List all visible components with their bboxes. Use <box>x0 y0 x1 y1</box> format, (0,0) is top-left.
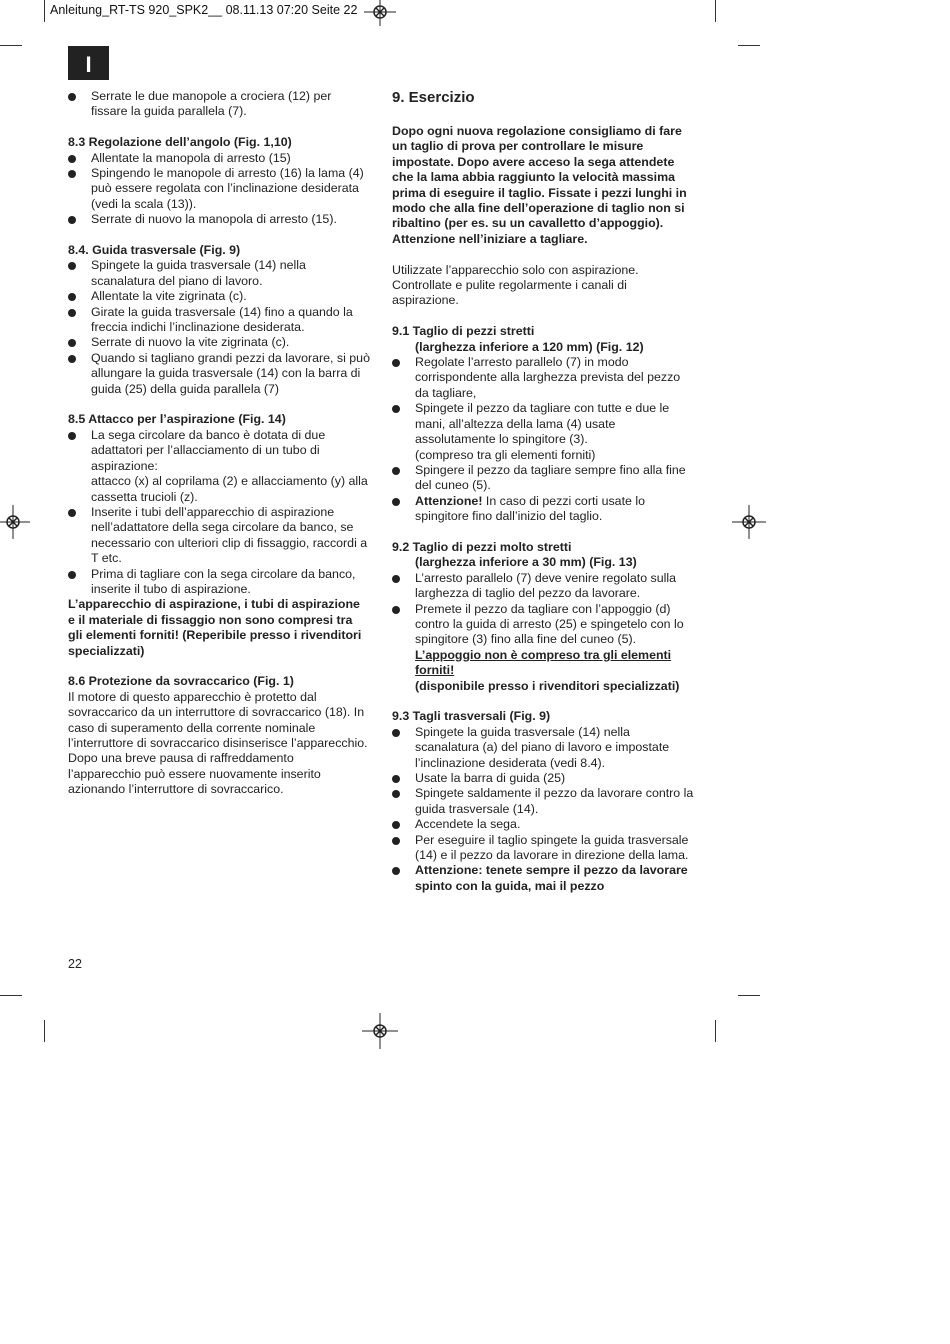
right-column <box>392 89 696 894</box>
section-heading: 8.4. Guida trasversale (Fig. 9) <box>68 243 241 258</box>
page-number: 22 <box>68 957 82 971</box>
chapter-title: 9. Esercizio <box>392 89 475 106</box>
crop-mark <box>715 0 716 22</box>
section-heading: 8.5 Attacco per l’aspirazione (Fig. 14) <box>68 412 286 427</box>
bullet-icon <box>68 309 76 317</box>
list-item: Inserite i tubi dell’apparecchio di aspirazione nell’adattatore della sega circolare da banco, se necessario con ulteriori clip di fissaggio, raccordi a T etc. <box>68 505 370 567</box>
registration-mark-icon <box>732 505 766 539</box>
bullet-icon <box>392 498 400 506</box>
section-heading: 9.1 Taglio di pezzi stretti <box>392 324 535 339</box>
list-item: Quando si tagliano grandi pezzi da lavorare, si può allungare la guida trasversale (14) con la barra di guida (25) della guida parallela (7) <box>68 351 370 397</box>
list-item: Premete il pezzo da tagliare con l’appoggio (d) contro la guida di arresto (25) e spingetelo con lo spingitore (3) fino alla fine del cuneo (5). <box>392 602 696 648</box>
bullet-icon <box>68 571 76 579</box>
bullet-icon <box>392 790 400 798</box>
list-item: Regolate l’arresto parallelo (7) in modo corrispondente alla larghezza prevista del pezzo da tagliare, <box>392 355 696 401</box>
section-heading: 9.2 Taglio di pezzi molto stretti <box>392 539 572 554</box>
bold-intro: Dopo ogni nuova regolazione consigliamo di fare un taglio di prova per controllare le misure impostate. Dopo avere acceso la sega attendete che la lama abbia raggiunto la velocità massima prima di eseguire il taglio. Fissate i pezzi lunghi in modo che alla fine dell’operazione di taglio non si ribaltino (per es. su un cavalletto d’appoggio). Attenzione nell’iniziare a tagliare. <box>392 124 687 246</box>
crop-mark <box>44 1020 45 1042</box>
print-header: Anleitung_RT-TS 920_SPK2__ 08.11.13 07:20 Seite 22 <box>50 3 358 17</box>
list-item: Spingete saldamente il pezzo da lavorare contro la guida trasversale (14). <box>392 786 696 817</box>
list-item: Allentate la vite zigrinata (c). <box>68 289 370 304</box>
list-item: Attenzione: tenete sempre il pezzo da lavorare spinto con la guida, mai il pezzo <box>392 863 696 894</box>
bullet-icon <box>68 339 76 347</box>
bullet-icon <box>392 359 400 367</box>
bullet-icon <box>68 293 76 301</box>
list-item: Usate la barra di guida (25) <box>392 771 696 786</box>
language-tab-label: I <box>85 52 92 77</box>
bullet-icon <box>392 729 400 737</box>
registration-mark-icon <box>362 1013 398 1049</box>
section-heading: 8.6 Protezione da sovraccarico (Fig. 1) <box>68 674 294 689</box>
underlined-note: L’appoggio non è compreso tra gli elementi forniti! <box>415 647 672 678</box>
list-item: L’arresto parallelo (7) deve venire regolato sulla larghezza di taglio del pezzo da lavorare. <box>392 571 696 602</box>
bullet-icon <box>392 837 400 845</box>
left-column <box>68 89 370 798</box>
list-item: Girate la guida trasversale (14) fino a quando la freccia indichi l’inclinazione desiderata. <box>68 305 370 336</box>
section-subheading: (larghezza inferiore a 30 mm) (Fig. 13) <box>415 555 637 570</box>
crop-mark <box>0 995 22 996</box>
bullet-icon <box>392 467 400 475</box>
list-item: Allentate la manopola di arresto (15) <box>68 151 370 166</box>
language-tab <box>68 46 109 80</box>
list-item: Spingete il pezzo da tagliare con tutte e due le mani, all’altezza della lama (4) usate assolutamente lo spingitore (3). <box>392 401 696 447</box>
bullet-icon <box>392 575 400 583</box>
list-item-continuation: (compreso tra gli elementi forniti) <box>415 447 596 462</box>
list-item: Spingete la guida trasversale (14) nella scanalatura (a) del piano di lavoro e impostate l’inclinazione desiderata (vedi 8.4). <box>392 725 696 771</box>
bullet-icon <box>392 405 400 413</box>
section-heading: 8.3 Regolazione dell’angolo (Fig. 1,10) <box>68 135 292 150</box>
list-item: Attenzione! In caso di pezzi corti usate lo spingitore fino dall’inizio del taglio. <box>392 494 696 525</box>
list-item: Spingendo le manopole di arresto (16) la lama (4) può essere regolata con l’inclinazione desiderata (vedi la scala (13)). <box>68 166 370 212</box>
bullet-icon <box>68 93 76 101</box>
list-item: Serrate di nuovo la manopola di arresto (15). <box>68 212 370 227</box>
registration-mark-icon <box>364 0 396 26</box>
bullet-icon <box>392 606 400 614</box>
bullet-icon <box>68 509 76 517</box>
list-item: Spingere il pezzo da tagliare sempre fino alla fine del cuneo (5). <box>392 463 696 494</box>
paragraph: Il motore di questo apparecchio è protetto dal sovraccarico da un interruttore di sovraccarico (18). In caso di superamento della corrente nominale l’interruttore di sovraccarico disinserisce l’apparecchio. Dopo una breve pausa di raffreddamento l’apparecchio può essere nuovamente inserito azionando l’interruttore di sovraccarico. <box>68 689 368 797</box>
list-item-continuation: attacco (x) al coprilama (2) e allacciamento (y) alla cassetta trucioli (z). <box>91 474 368 504</box>
bullet-icon <box>392 867 400 875</box>
crop-mark <box>0 45 22 46</box>
paragraph: Utilizzate l’apparecchio solo con aspirazione. Controllate e pulite regolarmente i canali di aspirazione. <box>392 262 639 308</box>
list-item: Serrate le due manopole a crociera (12) per fissare la guida parallela (7). <box>68 89 370 120</box>
list-item: La sega circolare da banco è dotata di due adattatori per l’allacciamento di un tubo di aspirazione: <box>68 428 370 474</box>
bullet-icon <box>68 355 76 363</box>
bullet-icon <box>392 821 400 829</box>
section-heading: 9.3 Tagli trasversali (Fig. 9) <box>392 709 551 724</box>
bold-note: (disponibile presso i rivenditori specializzati) <box>415 678 680 693</box>
section-subheading: (larghezza inferiore a 120 mm) (Fig. 12) <box>415 339 644 354</box>
list-item: Accendete la sega. <box>392 817 696 832</box>
list-item: Per eseguire il taglio spingete la guida trasversale (14) e il pezzo da lavorare in direzione della lama. <box>392 833 696 864</box>
bullet-icon <box>68 262 76 270</box>
bullet-icon <box>392 775 400 783</box>
list-item: Spingete la guida trasversale (14) nella scanalatura del piano di lavoro. <box>68 258 370 289</box>
registration-mark-icon <box>0 505 30 539</box>
crop-mark <box>44 0 45 22</box>
bullet-icon <box>68 216 76 224</box>
bullet-icon <box>68 432 76 440</box>
crop-mark <box>738 995 760 996</box>
crop-mark <box>715 1020 716 1042</box>
crop-mark <box>738 45 760 46</box>
bullet-icon <box>68 155 76 163</box>
list-item: Serrate di nuovo la vite zigrinata (c). <box>68 335 370 350</box>
bold-note: L’apparecchio di aspirazione, i tubi di aspirazione e il materiale di fissaggio non sono compresi tra gli elementi forniti! (Reperibile presso i rivenditori specializzati) <box>68 597 362 658</box>
bullet-icon <box>68 170 76 178</box>
list-item: Prima di tagliare con la sega circolare da banco, inserite il tubo di aspirazione. <box>68 567 370 598</box>
